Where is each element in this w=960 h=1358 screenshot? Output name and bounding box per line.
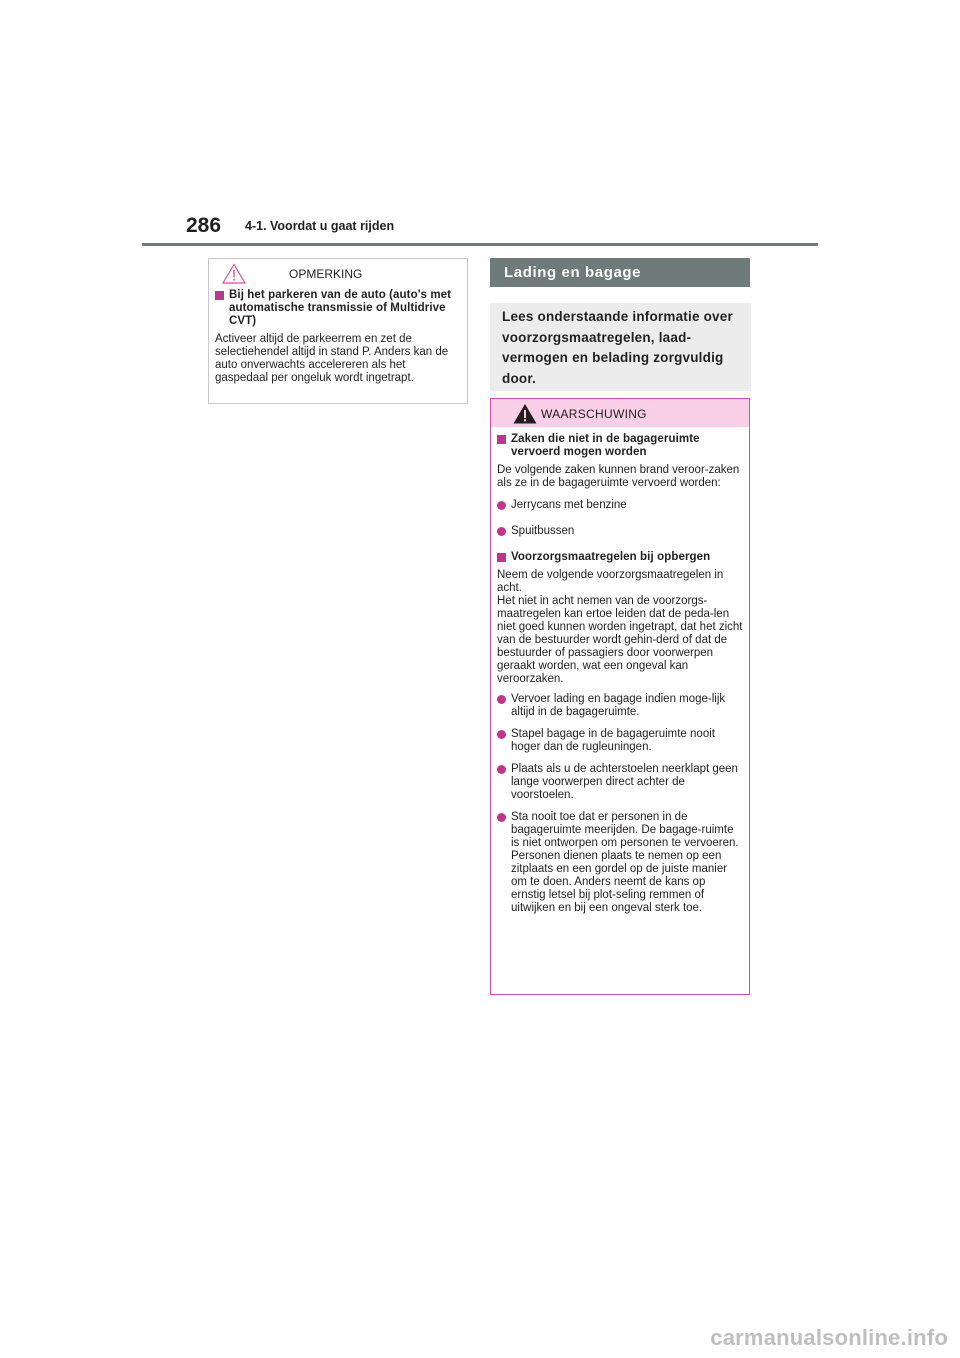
warning-heading-1: Zaken die niet in de bagageruimte vervoerd mogen worden xyxy=(497,433,743,459)
note-header xyxy=(209,259,467,289)
warning-triangle-icon xyxy=(513,403,537,424)
circle-bullet-icon xyxy=(497,730,506,739)
note-heading: Bij het parkeren van de auto (auto's met automatische transmissie of Multidrive CVT) xyxy=(215,289,461,328)
square-bullet-icon xyxy=(497,435,506,444)
list-item: Spuitbussen xyxy=(497,525,743,538)
note-box xyxy=(208,258,468,404)
note-text: Activeer altijd de parkeerrem en zet de selectiehendel altijd in stand P. Anders kan de auto onverwachts accelereren als het gaspedaal per ongeluk wordt ingetrapt. xyxy=(215,333,449,384)
warning-text-1: De volgende zaken kunnen brand veroor-zaken als ze in de bagageruimte vervoerd worden: xyxy=(497,464,740,489)
warning-title: WAARSCHUWING xyxy=(541,407,647,421)
circle-bullet-icon xyxy=(497,813,506,822)
section-title: Lading en bagage xyxy=(490,258,750,287)
square-bullet-icon xyxy=(497,553,506,562)
list-item: Vervoer lading en bagage indien moge-lijk altijd in de bagageruimte. xyxy=(497,693,743,719)
watermark: carmanualsonline.info xyxy=(710,1325,948,1350)
list-item: Stapel bagage in de bagageruimte nooit hoger dan de rugleuningen. xyxy=(497,728,743,754)
warning-header xyxy=(491,399,749,427)
warning-text-2b: Het niet in acht nemen van de voorzorgs-maatregelen kan ertoe leiden dat de peda-len niet goed kunnen worden ingetrapt, dat het zicht van de bestuurder wordt gehin-derd of dat de bestuurder of passagiers door voorwerpen geraakt worden, wat een ongeval kan veroorzaken. xyxy=(497,595,743,685)
warning-box xyxy=(490,398,750,995)
list-item: Jerrycans met benzine xyxy=(497,499,743,512)
section-reference: 4-1. Voordat u gaat rijden xyxy=(245,219,395,233)
circle-bullet-icon xyxy=(497,501,506,510)
page-number: 286 xyxy=(186,214,222,237)
list-item: Sta nooit toe dat er personen in de bagageruimte meerijden. De bagage-ruimte is niet ontworpen om personen te vervoeren. Personen dienen plaats te nemen op een zitplaats en een gordel op de juiste manier om te doen. Anders neemt de kans op ernstig letsel bij plot-seling remmen of uitwijken en bij een ongeval sterk toe. xyxy=(497,811,743,915)
section-intro: Lees onderstaande informatie over voorzorgsmaatregelen, laad-vermogen en belading zorgvuldig door. xyxy=(490,303,751,391)
list-item: Plaats als u de achterstoelen neerklapt geen lange voorwerpen direct achter de voorstoelen. xyxy=(497,763,743,802)
note-body xyxy=(209,289,467,385)
circle-bullet-icon xyxy=(497,695,506,704)
warning-text-2a: Neem de volgende voorzorgsmaatregelen in acht. xyxy=(497,569,724,594)
caution-outline-icon xyxy=(222,263,246,284)
header-rule xyxy=(142,243,818,246)
note-title: OPMERKING xyxy=(289,267,363,281)
circle-bullet-icon xyxy=(497,527,506,536)
circle-bullet-icon xyxy=(497,765,506,774)
warning-heading-2: Voorzorgsmaatregelen bij opbergen xyxy=(497,551,743,564)
square-bullet-icon xyxy=(215,291,224,300)
warning-body xyxy=(491,427,749,915)
